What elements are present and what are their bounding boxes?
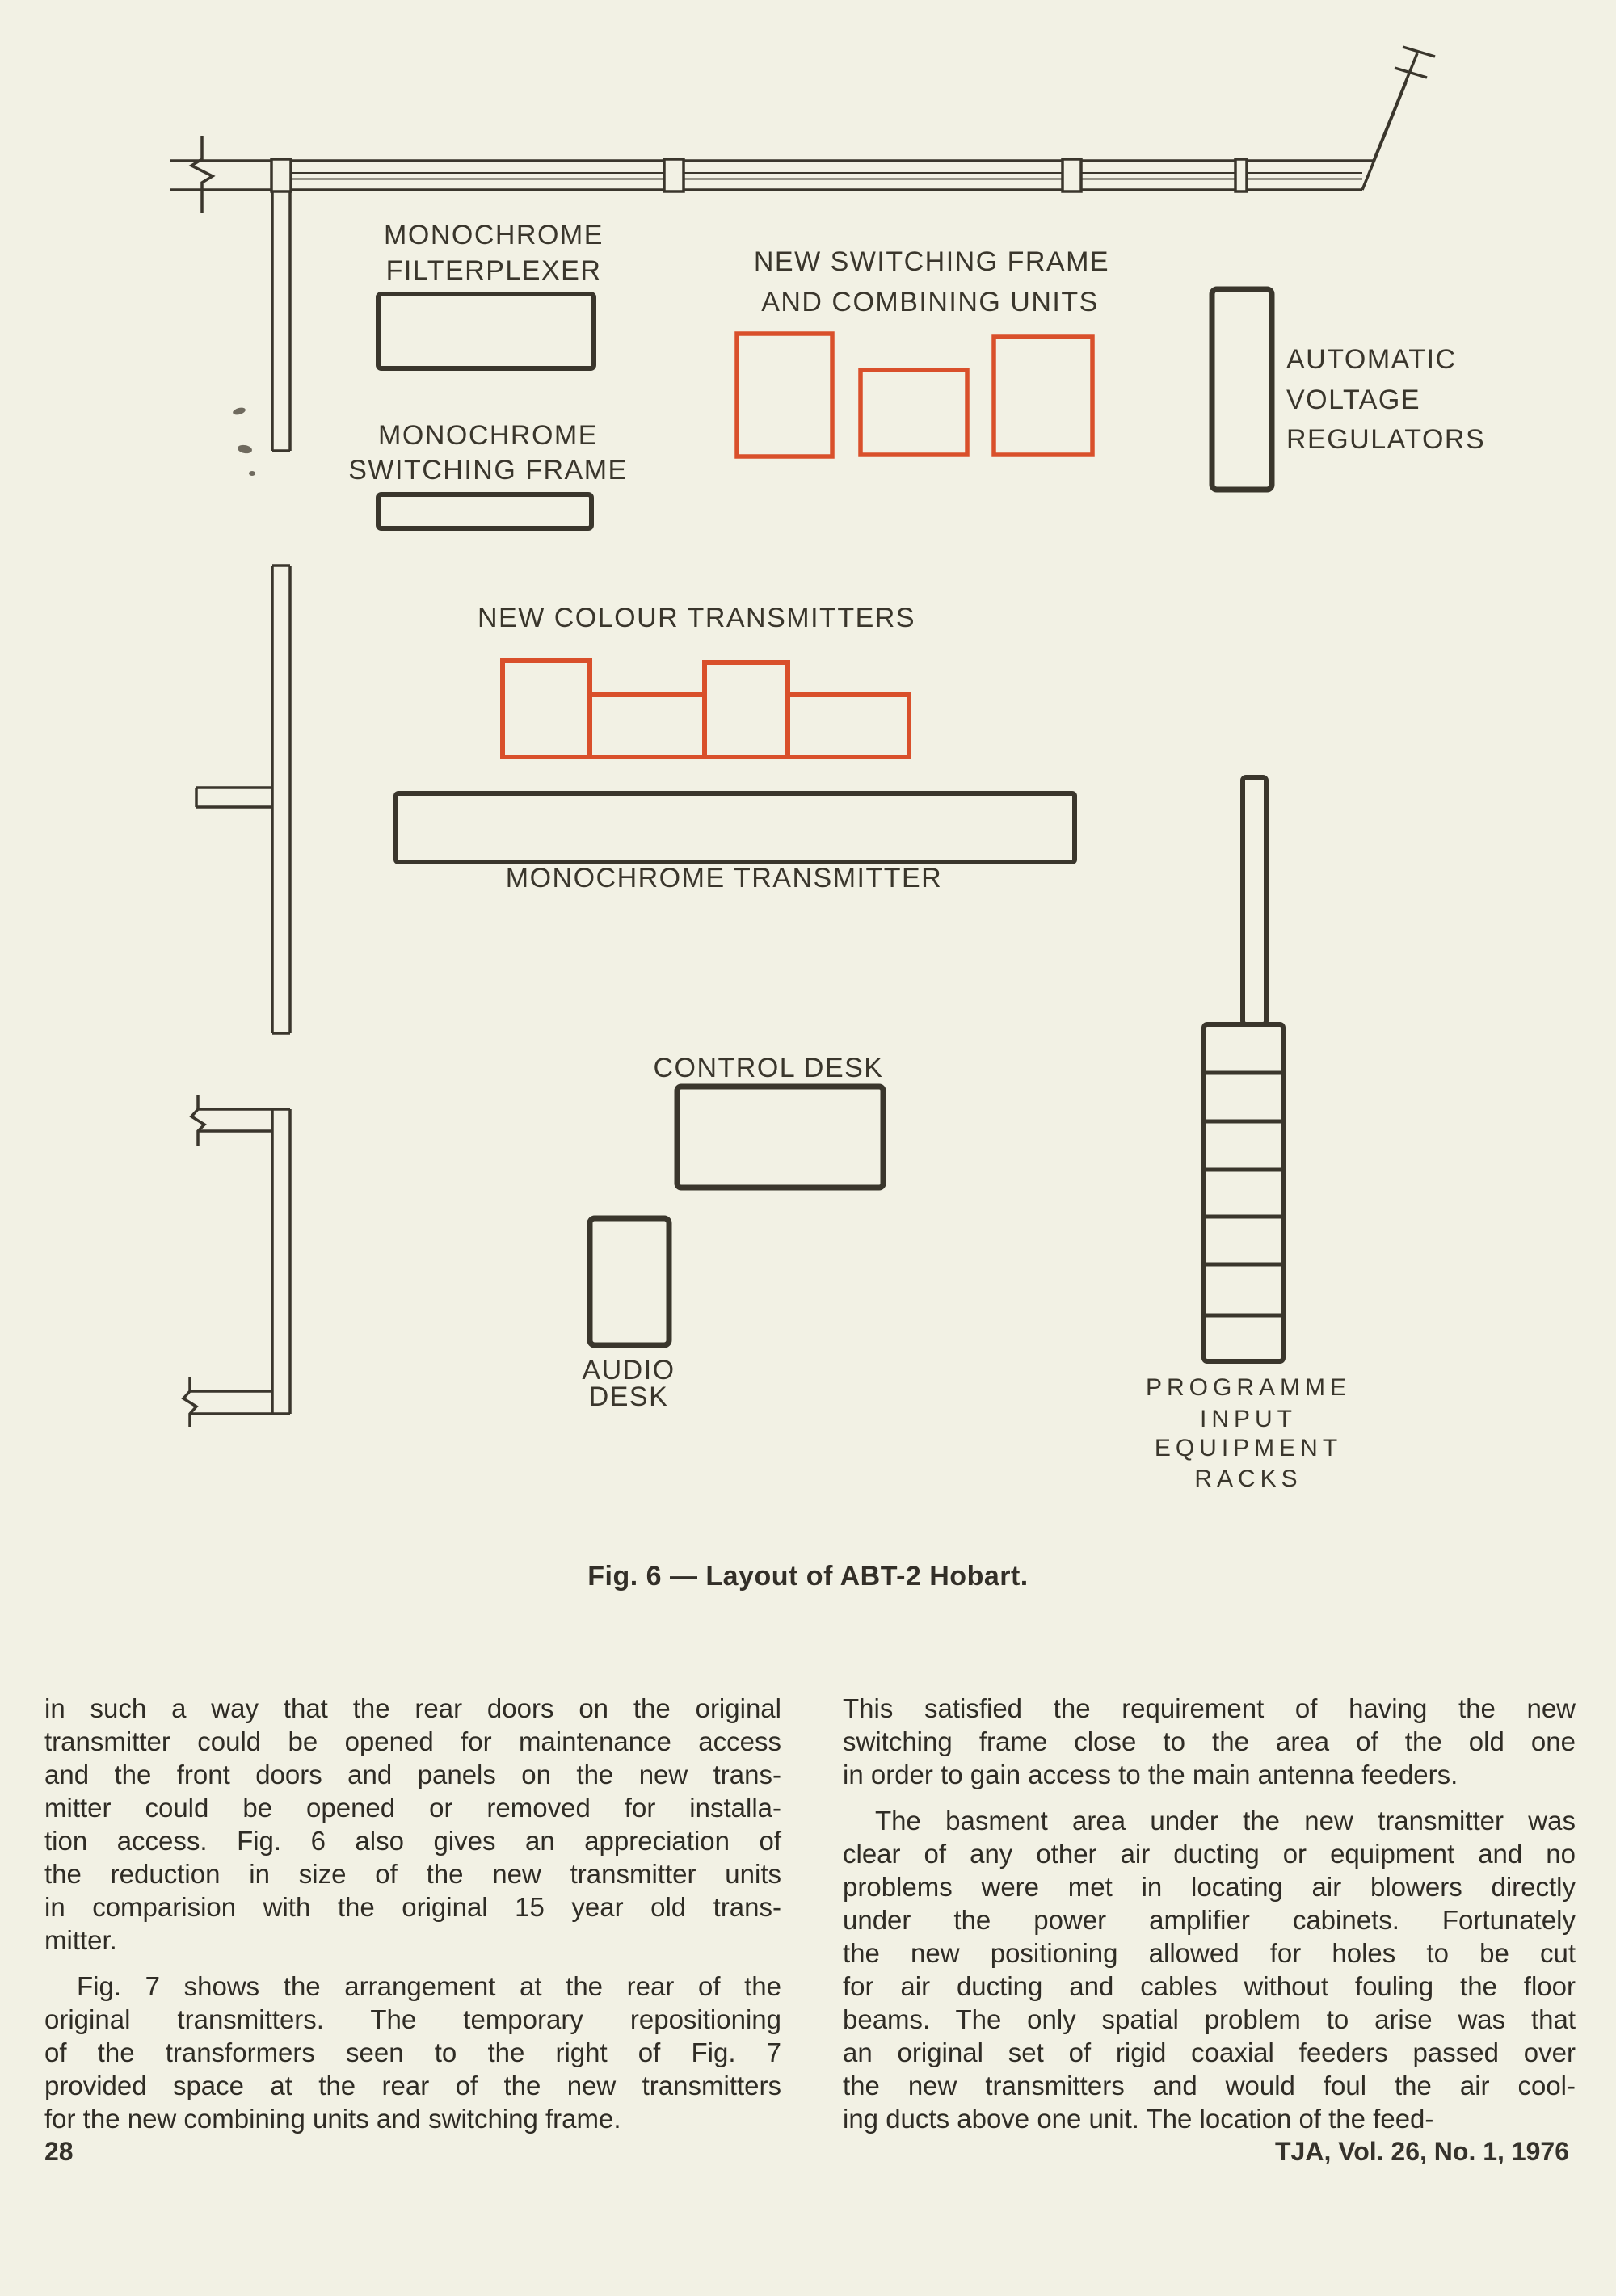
text-line: of the transformers seen to the right of Fig. 7: [44, 2037, 781, 2067]
label-monochrome-filterplexer-1: MONOCHROME: [384, 220, 604, 250]
text-line: transmitter could be opened for maintenance access: [44, 1726, 781, 1756]
label-avr-2: VOLTAGE: [1286, 385, 1421, 415]
text-line: mitter could be opened or removed for installa-: [44, 1793, 781, 1823]
body-column-left: [44, 1692, 781, 2135]
page-number: 28: [44, 2137, 74, 2166]
text-line: mitter.: [44, 1925, 117, 1955]
text-line: The basment area under the new transmitter was: [875, 1806, 1576, 1836]
wall-posts: [271, 159, 1247, 191]
wall-post: [1063, 159, 1081, 191]
text-line: clear of any other air ducting or equipment and no: [843, 1839, 1576, 1869]
text-line: original transmitters. The temporary repositioning: [44, 2004, 781, 2034]
ink-speck: [249, 471, 255, 476]
new-switching-frame-unit-3: [994, 337, 1092, 455]
programme-input-equipment-racks: [1204, 1024, 1283, 1361]
label-racks-2: INPUT: [1200, 1406, 1297, 1432]
rack-stack-outline: [1204, 1024, 1283, 1361]
label-racks-3: EQUIPMENT: [1154, 1435, 1343, 1461]
paragraph: [44, 1970, 781, 2135]
label-monochrome-switching-2: SWITCHING FRAME: [348, 455, 628, 486]
new-switching-frame-unit-1: [737, 334, 832, 456]
text-line: in such a way that the rear doors on the original: [44, 1693, 781, 1723]
audio-desk-box: [590, 1218, 669, 1345]
colour-transmitter-cabinet: [590, 695, 705, 757]
label-new-switching-2: AND COMBINING UNITS: [761, 287, 1099, 317]
text-line: beams. The only spatial problem to arise was that: [843, 2004, 1576, 2034]
journal-citation: TJA, Vol. 26, No. 1, 1976: [1275, 2137, 1569, 2166]
label-racks-4: RACKS: [1194, 1465, 1302, 1492]
ink-specks: [232, 406, 255, 476]
wall-break-tick-2: [1403, 47, 1435, 57]
colour-transmitter-cabinet: [503, 661, 590, 757]
text-line: tion access. Fig. 6 also gives an appreciation of: [44, 1826, 781, 1856]
text-line: the reduction in size of the new transmitter units: [44, 1859, 781, 1889]
paragraph: [843, 1692, 1576, 1791]
wall-post: [271, 159, 291, 191]
text-line: an original set of rigid coaxial feeders passed over: [843, 2037, 1576, 2067]
label-new-switching-1: NEW SWITCHING FRAME: [753, 246, 1110, 277]
control-desk-box: [677, 1087, 883, 1188]
text-line: in order to gain access to the main antenna feeders.: [843, 1760, 1458, 1789]
text-line: This satisfied the requirement of having the new: [843, 1693, 1576, 1723]
text-line: problems were met in locating air blowers directly: [843, 1872, 1576, 1902]
label-avr-1: AUTOMATIC: [1286, 344, 1457, 375]
body-column-right: [843, 1692, 1576, 2135]
new-equipment: [503, 334, 1092, 757]
wall-diagonal-inner: [1362, 82, 1406, 190]
text-line: the new transmitters and would foul the air cool-: [843, 2071, 1576, 2100]
new-colour-transmitters-outline: [503, 661, 909, 757]
paragraph: [44, 1692, 781, 1957]
wall-post: [664, 159, 684, 191]
diagram-labels: [348, 220, 1485, 1492]
label-monochrome-filterplexer-2: FILTERPLEXER: [385, 255, 602, 286]
label-new-colour-transmitters: NEW COLOUR TRANSMITTERS: [477, 603, 916, 633]
wall-c-break-bottom: [183, 1377, 196, 1427]
label-monochrome-transmitter: MONOCHROME TRANSMITTER: [505, 863, 943, 894]
colour-transmitter-cabinet: [705, 662, 788, 757]
monochrome-filterplexer-box: [378, 294, 594, 368]
figure-caption: Fig. 6 — Layout of ABT-2 Hobart.: [587, 1561, 1029, 1592]
monochrome-transmitter-box: [396, 793, 1075, 862]
text-line: the new positioning allowed for holes to be cut: [843, 1938, 1576, 1968]
label-racks-1: PROGRAMME: [1145, 1374, 1352, 1401]
text-line: in comparision with the original 15 year old trans-: [44, 1892, 781, 1922]
ink-speck: [232, 406, 246, 416]
paragraph: [843, 1804, 1576, 2135]
label-control-desk: CONTROL DESK: [653, 1053, 884, 1083]
text-line: and the front doors and panels on the new trans-: [44, 1760, 781, 1789]
text-line: for air ducting and cables without fouling the floor: [843, 1971, 1576, 2001]
automatic-voltage-regulators-box: [1212, 289, 1272, 490]
new-switching-frame-unit-2: [861, 370, 967, 455]
wall-post: [1235, 159, 1247, 191]
equipment-rack-riser: [1243, 777, 1266, 1024]
text-line: ing ducts above one unit. The location of the feed-: [843, 2104, 1434, 2134]
colour-transmitter-cabinet: [788, 695, 909, 757]
text-line: for the new combining units and switching frame.: [44, 2104, 621, 2134]
text-line: Fig. 7 shows the arrangement at the rear of the: [77, 1971, 781, 2001]
wall-break-left: [191, 136, 213, 213]
text-line: under the power amplifier cabinets. Fortunately: [843, 1905, 1576, 1935]
label-audio-desk-1: AUDIO: [582, 1355, 675, 1386]
label-audio-desk-2: DESK: [588, 1381, 669, 1412]
monochrome-switching-frame-box: [378, 494, 591, 528]
wall-c-break-top: [191, 1095, 204, 1146]
text-line: switching frame close to the area of the old one: [843, 1726, 1576, 1756]
text-line: provided space at the rear of the new transmitters: [44, 2071, 781, 2100]
label-monochrome-switching-1: MONOCHROME: [378, 420, 598, 451]
ink-speck: [237, 444, 252, 455]
label-avr-3: REGULATORS: [1286, 424, 1486, 455]
